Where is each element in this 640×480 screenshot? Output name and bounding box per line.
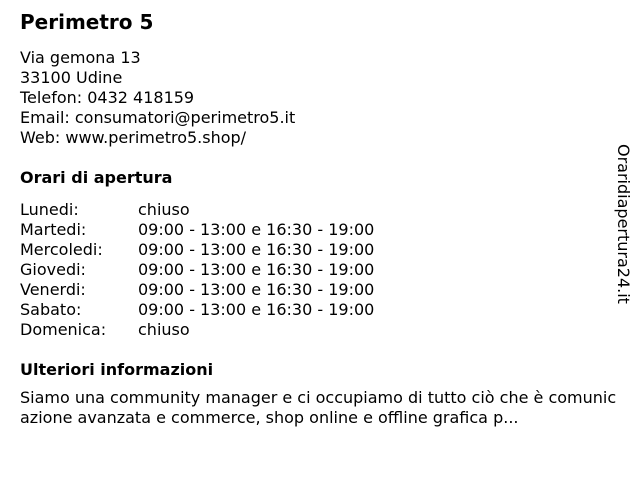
hours-row-domenica <box>20 320 600 340</box>
day-hours: 09:00 - 13:00 e 16:30 - 19:00 <box>138 260 375 279</box>
hours-row-venerdi <box>20 280 600 300</box>
info-description: Siamo una community manager e ci occupiamo di tutto ciò che è comunicazione avanzata e commerce, shop online e offline grafica p... <box>20 388 617 427</box>
hours-heading: Orari di apertura <box>20 168 173 187</box>
city-address: 33100 Udine <box>20 68 123 87</box>
day-hours: 09:00 - 13:00 e 16:30 - 19:00 <box>138 280 375 299</box>
street-address: Via gemona 13 <box>20 48 141 67</box>
phone-line: Telefon: 0432 418159 <box>20 88 195 107</box>
hours-row-lunedi <box>20 200 600 220</box>
store-address <box>20 48 600 148</box>
hours-row-sabato <box>20 300 600 320</box>
day-label: Domenica: <box>20 320 107 339</box>
opening-hours-list <box>20 200 600 340</box>
store-card <box>20 8 617 428</box>
web-line: Web: www.perimetro5.shop/ <box>20 128 247 147</box>
day-hours: 09:00 - 13:00 e 16:30 - 19:00 <box>138 220 375 239</box>
day-label: Giovedi: <box>20 260 86 279</box>
email-line: Email: consumatori@perimetro5.it <box>20 108 296 127</box>
day-hours: 09:00 - 13:00 e 16:30 - 19:00 <box>138 240 375 259</box>
hours-row-mercoledi <box>20 240 600 260</box>
day-hours: 09:00 - 13:00 e 16:30 - 19:00 <box>138 300 375 319</box>
site-watermark <box>612 134 634 314</box>
day-hours: chiuso <box>138 200 190 219</box>
hours-row-martedi <box>20 220 600 240</box>
watermark-text: Oraridiapertura24.it <box>614 144 633 304</box>
day-label: Mercoledi: <box>20 240 103 259</box>
hours-row-giovedi <box>20 260 600 280</box>
info-heading: Ulteriori informazioni <box>20 360 214 379</box>
day-label: Venerdi: <box>20 280 86 299</box>
day-label: Martedi: <box>20 220 87 239</box>
day-hours: chiuso <box>138 320 190 339</box>
day-label: Sabato: <box>20 300 82 319</box>
day-label: Lunedi: <box>20 200 79 219</box>
store-name: Perimetro 5 <box>20 10 154 34</box>
